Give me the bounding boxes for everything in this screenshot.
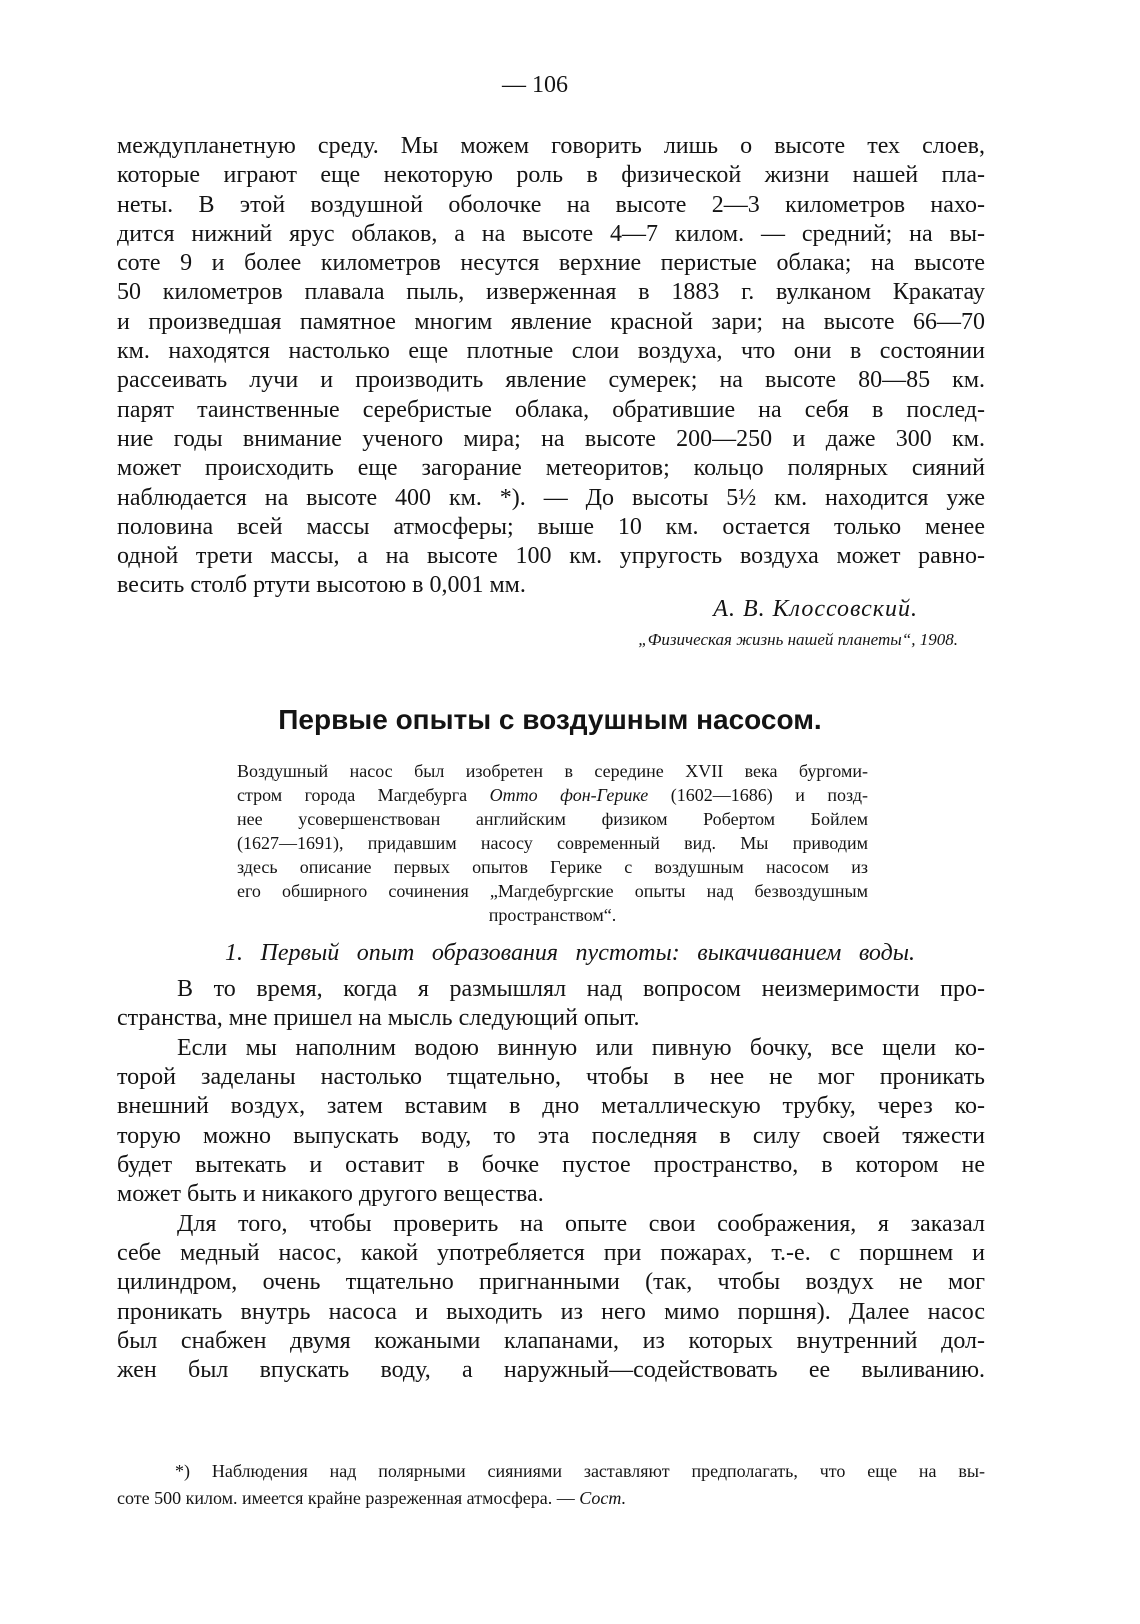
text-line: себе медный насос, какой употребляется при пожарах, т.-е. с поршнем и: [117, 1240, 985, 1267]
subheading: 1. Первый опыт образования пустоты: выкачиванием воды.: [225, 940, 915, 966]
text-line: 50 километров плавала пыль, изверженная в 1883 г. вулканом Кракатау: [117, 279, 985, 306]
text-line: [117, 1485, 985, 1512]
text-line: Воздушный насос был изобретен в середине XVII века бургоми-: [237, 761, 868, 781]
text-segment: стром города Магдебурга: [237, 785, 490, 805]
text-line: рассеивать лучи и производить явление сумерек; на высоте 80—85 км.: [117, 367, 985, 394]
quote-author: А. В. Клоссовский.: [713, 596, 918, 622]
text-line: наблюдается на высоте 400 км. *). — До высоты 5½ км. находится уже: [117, 484, 985, 511]
text-line: В то время, когда я размышлял над вопросом неизмеримости про-: [177, 976, 985, 1002]
text-line: половина всей массы атмосферы; выше 10 км. остается только менее: [117, 513, 985, 540]
text-line: проникать внутрь насоса и выходить из него мимо поршня). Далее насос: [117, 1298, 985, 1325]
text-line: дится нижний ярус облаков, а на высоте 4—7 килом. — средний; на вы-: [117, 220, 985, 247]
text-line: был снабжен двумя кожаными клапанами, из которых внутренний дол-: [117, 1327, 985, 1354]
text-line: весить столб ртути высотою в 0,001 мм.: [117, 572, 526, 599]
text-line: неты. В этой воздушной оболочке на высоте 2—3 километров нахо-: [117, 191, 985, 218]
text-line: ние годы внимание ученого мира; на высоте 200—250 и даже 300 км.: [117, 425, 985, 452]
text-line: Для того, чтобы проверить на опыте свои соображения, я заказал: [177, 1211, 985, 1237]
text-segment: (1602—1686) и позд-: [648, 785, 868, 805]
text-line: жен был впускать воду, а наружный—содействовать ее выливанию.: [117, 1356, 985, 1383]
text-line: и произведшая памятное многим явление красной зари; на высоте 66—70: [117, 308, 985, 335]
text-line: торой заделаны настолько тщательно, чтобы в нее не мог проникать: [117, 1064, 985, 1091]
page-number: — 106: [502, 72, 568, 98]
text-line: здесь описание первых опытов Герике с воздушным насосом из: [237, 857, 868, 877]
text-line: будет вытекать и оставит в бочке пустое пространство, в котором не: [117, 1151, 985, 1178]
text-line: цилиндром, очень тщательно пригнанными (так, чтобы воздух не мог: [117, 1269, 985, 1296]
footnote: [117, 1458, 985, 1512]
text-line: [237, 783, 868, 807]
text-line: парят таинственные серебристые облака, обратившие на себя в послед-: [117, 396, 985, 423]
text-line: торую можно выпускать воду, то эта последняя в силу своей тяжести: [117, 1122, 985, 1149]
text-line: пространством“.: [488, 905, 617, 925]
italic-text: Отто фон-Герике: [489, 785, 649, 805]
text-line: может происходить еще загорание метеоритов; кольцо полярных сияний: [117, 455, 985, 482]
text-line: может быть и никакого другого вещества.: [117, 1180, 544, 1207]
text-segment: соте 500 килом. имеется крайне разреженная атмосфера. —: [117, 1488, 580, 1508]
text-line: его обширного сочинения „Магдебургские опыты над безвоздушным: [237, 881, 868, 901]
italic-text: Сост.: [579, 1488, 627, 1508]
paragraph-2: [117, 1034, 985, 1209]
section-title: Первые опыты с воздушным насосом.: [278, 704, 822, 735]
text-line: (1627—1691), придавшим насосу современный вид. Мы приводим: [237, 833, 868, 853]
text-line: одной трети массы, а на высоте 100 км. упругость воздуха может равно-: [117, 543, 985, 570]
text-line: внешний воздух, затем вставим в дно металлическую трубку, через ко-: [117, 1093, 985, 1120]
text-line: нее усовершенствован английским физиком Робертом Бойлем: [237, 809, 868, 829]
text-line: междупланетную среду. Мы можем говорить лишь о высоте тех слоев,: [117, 133, 985, 159]
paragraph-atmosphere: [117, 132, 985, 601]
paragraph-3: [117, 1210, 985, 1385]
paragraph-1: [117, 975, 985, 1033]
text-line: Если мы наполним водою винную или пивную бочку, все щели ко-: [177, 1035, 985, 1061]
text-line: странства, мне пришел на мысль следующий опыт.: [117, 1005, 640, 1032]
section-intro: [237, 759, 868, 927]
text-line: соте 9 и более километров несутся верхние перистые облака; на высоте: [117, 250, 985, 277]
text-line: которые играют еще некоторую роль в физической жизни нашей пла-: [117, 162, 985, 189]
text-line: км. находятся настолько еще плотные слои воздуха, что они в состоянии: [117, 338, 985, 365]
text-line: *) Наблюдения над полярными сияниями заставляют предполагать, что еще на вы-: [175, 1461, 985, 1481]
quote-source: „Физическая жизнь нашей планеты“, 1908.: [638, 630, 958, 649]
